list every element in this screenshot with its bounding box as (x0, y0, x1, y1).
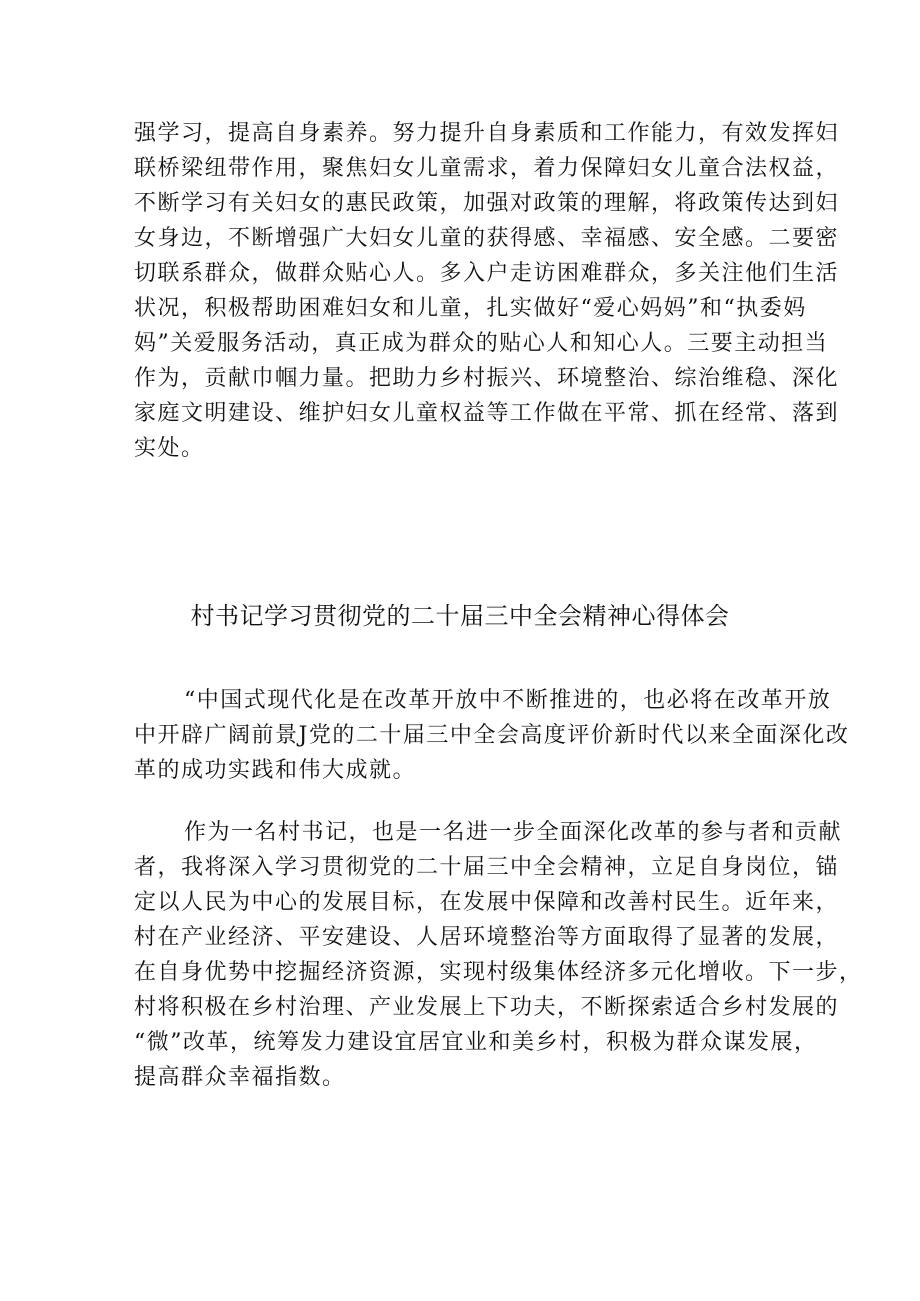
text-line: 定以人民为中心的发展目标，在发展中保障和改善村民生。近年来， (134, 890, 840, 915)
text-line: 妈”关爱服务活动，真正成为群众的贴心人和知心人。三要主动担当 (134, 331, 829, 356)
text-line: 联桥梁纽带作用，聚焦妇女儿童需求，着力保障妇女儿童合法权益， (134, 156, 840, 181)
text-line: 切联系群众，做群众贴心人。多入户走访困难群众，多关注他们生活 (134, 261, 840, 286)
text-line: 强学习，提高自身素养。努力提升自身素质和工作能力，有效发挥妇 (134, 121, 840, 146)
text-line: 者，我将深入学习贯彻党的二十届三中全会精神，立足自身岗位，锚 (134, 855, 840, 880)
text-line: 作为一名村书记，也是一名进一步全面深化改革的参与者和贡献 (184, 820, 843, 845)
text-line: 家庭文明建设、维护妇女儿童权益等工作做在平常、抓在经常、落到 (134, 401, 840, 426)
text-line: 村将积极在乡村治理、产业发展上下功夫，不断探索适合乡村发展的 (134, 995, 840, 1020)
text-line: 实处。 (134, 436, 205, 461)
article-heading: 村书记学习贯彻党的二十届三中全会精神心得体会 (190, 602, 730, 630)
text-line: “微”改革，统筹发力建设宜居宜业和美乡村，积极为群众谋发展， (134, 1030, 818, 1055)
text-line: 革的成功实践和伟大成就。 (134, 758, 417, 783)
text-line: 村在产业经济、平安建设、人居环境整治等方面取得了显著的发展， (134, 925, 840, 950)
text-line: 状况，积极帮助困难妇女和儿童，扎实做好“爱心妈妈”和“执委妈 (134, 296, 807, 321)
text-line: 提高群众幸福指数。 (134, 1065, 346, 1090)
text-line: “中国式现代化是在改革开放中不断推进的，也必将在改革开放 (184, 688, 832, 713)
text-line: 在自身优势中挖掘经济资源，实现村级集体经济多元化增收。下一步， (134, 960, 863, 985)
text-line: 中开辟广阔前景J党的二十届三中全会高度评价新时代以来全面深化改 (134, 723, 850, 748)
text-line: 不断学习有关妇女的惠民政策，加强对政策的理解，将政策传达到妇 (134, 191, 840, 216)
text-line: 作为，贡献巾帼力量。把助力乡村振兴、环境整治、综治维稳、深化 (134, 366, 840, 391)
text-line: 女身边，不断增强广大妇女儿童的获得感、幸福感、安全感。二要密 (134, 226, 840, 251)
